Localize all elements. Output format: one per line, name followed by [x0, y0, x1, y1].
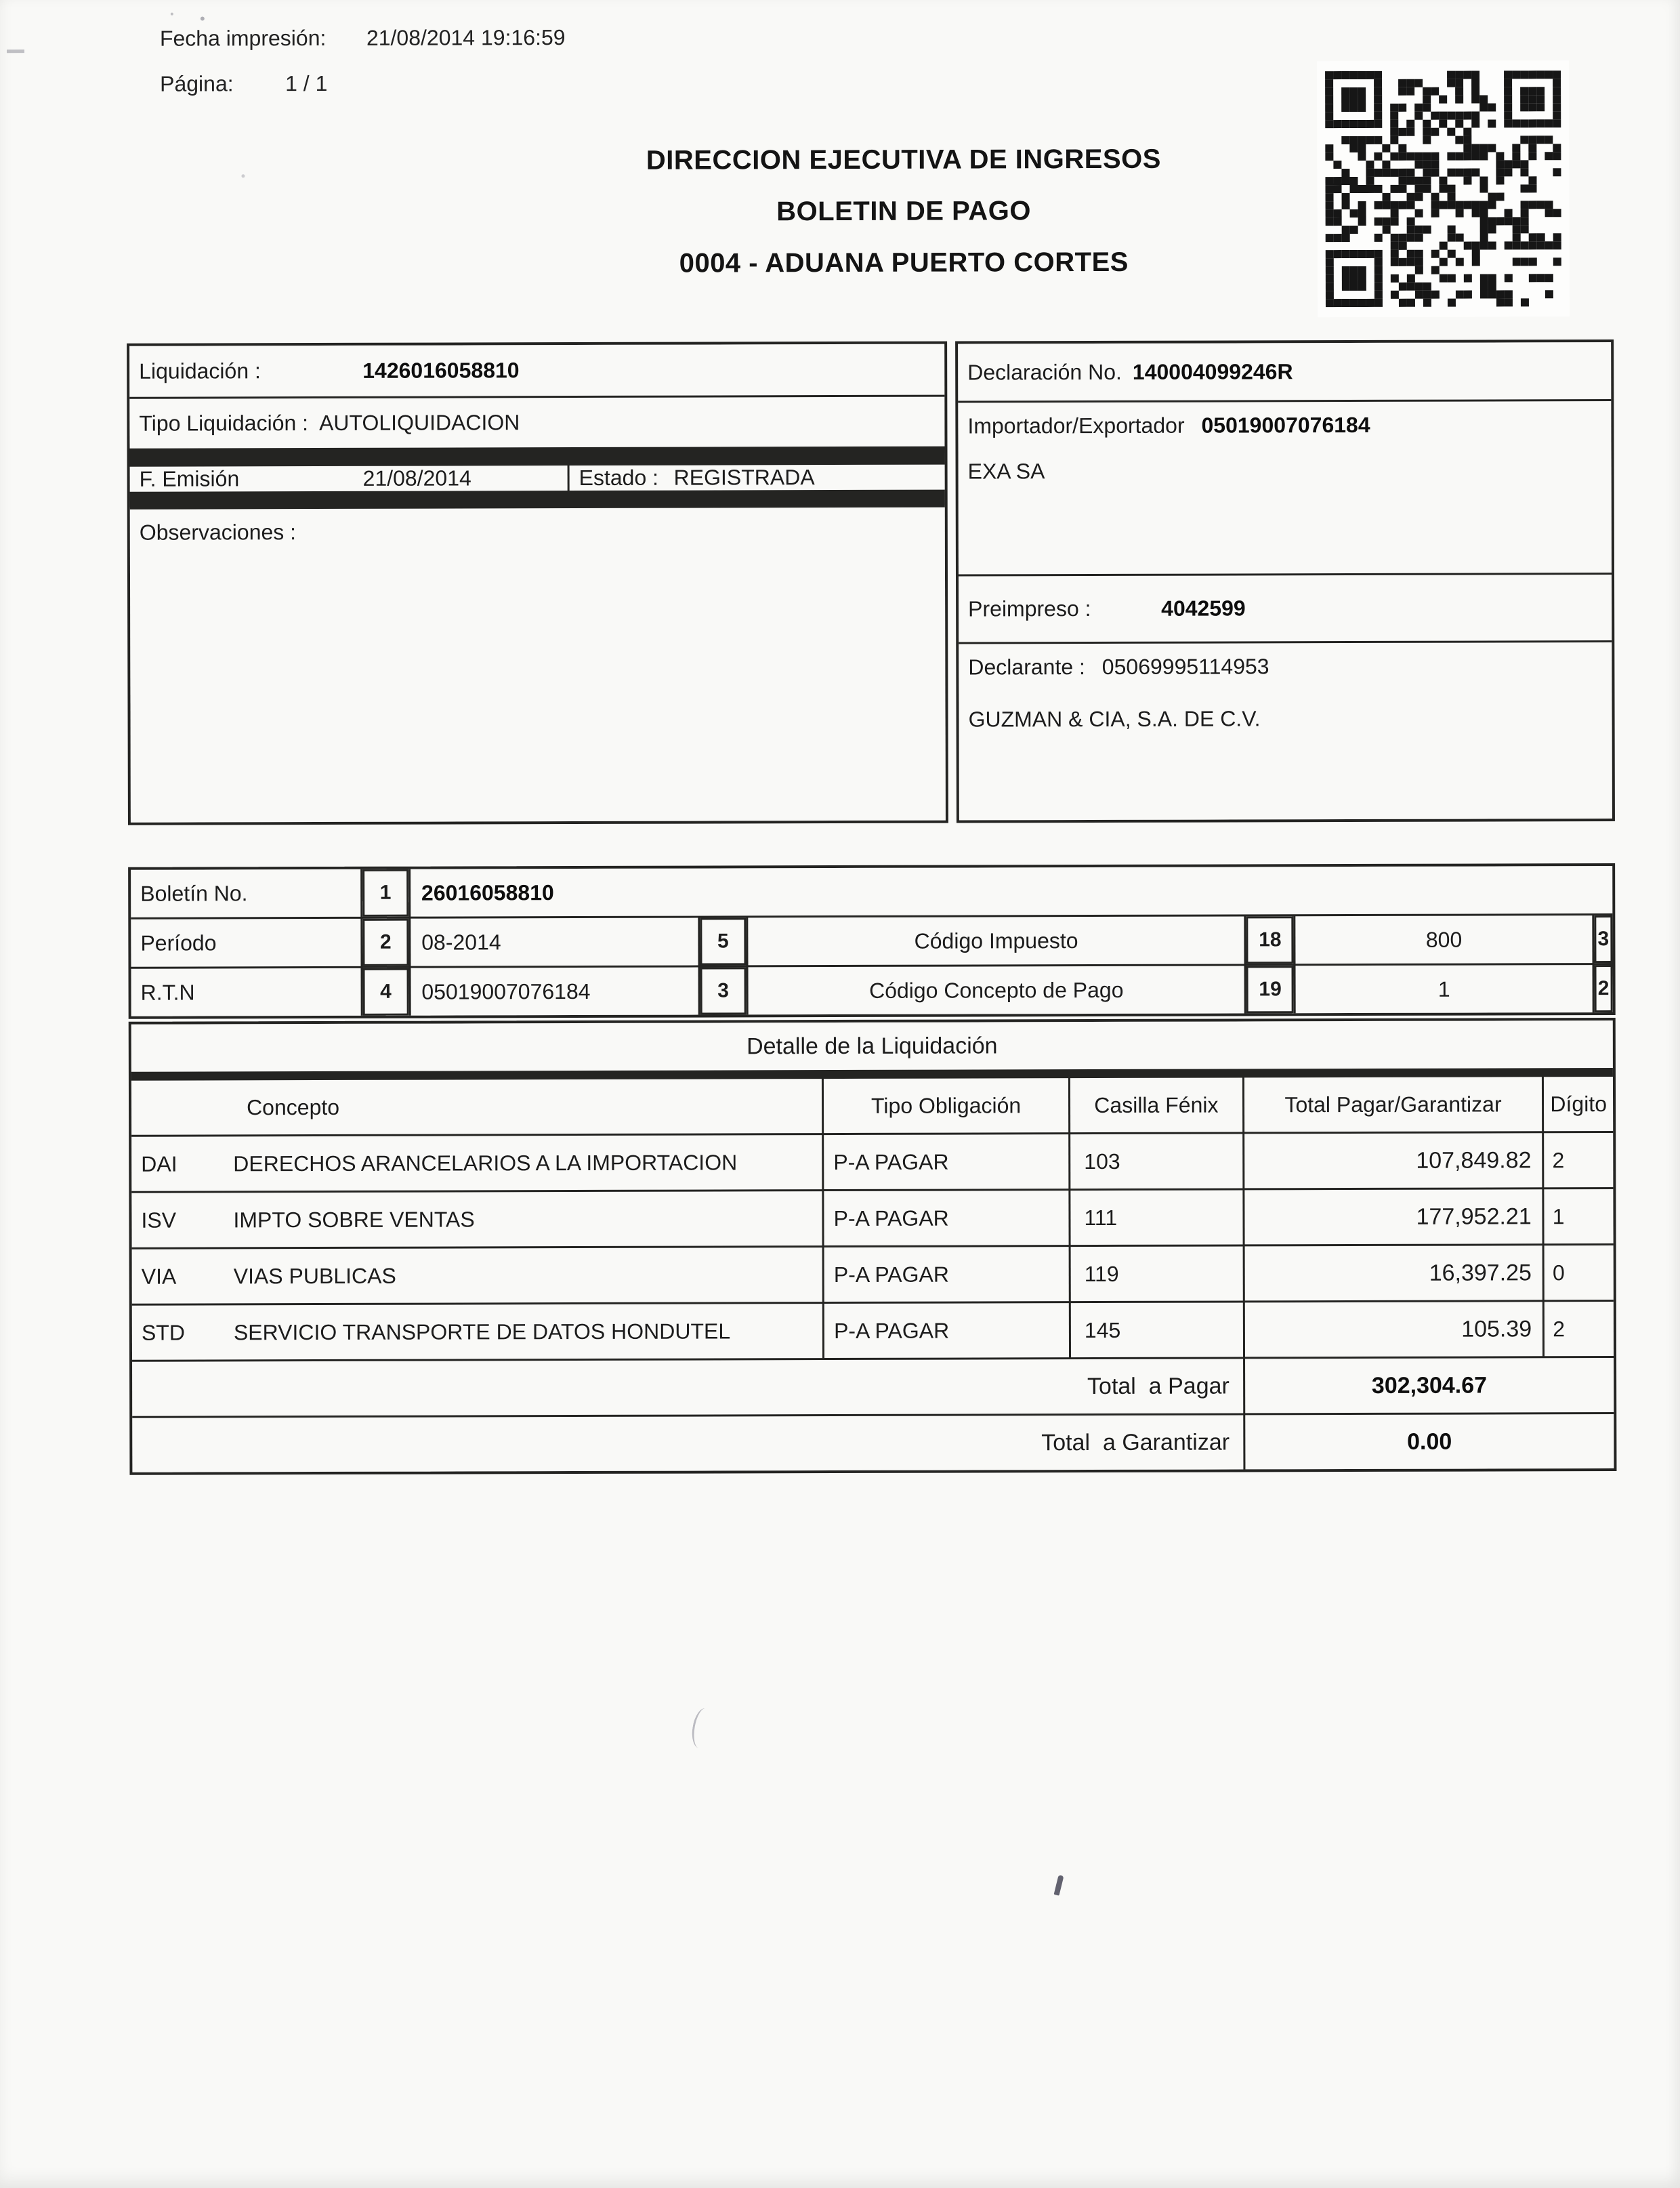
importador-row	[958, 401, 1612, 575]
institution-title: DIRECCION EJECUTIVA DE INGRESOS	[646, 144, 1161, 176]
codigo-impuesto-digit-box: 3	[1594, 915, 1612, 963]
total-garantizar-value: 0.00	[1245, 1414, 1614, 1469]
print-date-value: 21/08/2014 19:16:59	[366, 25, 566, 50]
periodo-label: Período	[131, 919, 360, 967]
scan-artifact	[690, 1706, 716, 1750]
codigo-concepto-box: 19	[1246, 966, 1294, 1013]
emision-label: F. Emisión	[139, 466, 240, 491]
tipo-obligacion-cell: P-A PAGAR	[824, 1303, 1069, 1358]
casilla-fenix-cell: 111	[1070, 1190, 1242, 1245]
concepto-code: ISV	[141, 1207, 177, 1233]
boletin-no-value: 26016058810	[411, 866, 1612, 917]
digito-cell: 1	[1545, 1189, 1614, 1243]
table-row-concepto	[132, 1304, 822, 1360]
estado-value: REGISTRADA	[673, 464, 815, 490]
tipo-obligacion-cell: P-A PAGAR	[824, 1191, 1069, 1245]
codigo-concepto-value: 1	[1296, 965, 1593, 1013]
table-row-concepto	[131, 1191, 822, 1247]
estado-cell	[570, 464, 945, 490]
digito-cell: 0	[1545, 1245, 1614, 1300]
tipo-liquidacion-label: Tipo Liquidación :	[139, 411, 309, 436]
emision-value: 21/08/2014	[362, 465, 471, 491]
scan-artifact	[201, 16, 205, 20]
print-date-row	[160, 25, 566, 51]
importador-label: Importador/Exportador	[967, 413, 1185, 438]
casilla-fenix-cell: 119	[1071, 1246, 1243, 1301]
importador-name: EXA SA	[967, 459, 1045, 484]
casilla-fenix-cell: 103	[1070, 1134, 1242, 1189]
declaracion-value: 140004099246R	[1132, 358, 1293, 384]
observaciones-row	[130, 508, 946, 823]
scan-artifact	[171, 13, 173, 16]
total-pagar-label: Total a Pagar	[132, 1359, 1243, 1416]
page-number-value: 1 / 1	[285, 70, 328, 96]
liquidation-right-panel	[955, 339, 1615, 823]
header-tipo-obligacion: Tipo Obligación	[824, 1078, 1068, 1133]
tipo-obligacion-cell: P-A PAGAR	[824, 1134, 1068, 1189]
header-casilla-fenix: Casilla Fénix	[1070, 1077, 1242, 1132]
concepto-code: STD	[141, 1320, 185, 1345]
liquidation-left-panel	[127, 342, 948, 825]
total-pagar-value: 302,304.67	[1245, 1358, 1614, 1413]
concepto-desc: IMPTO SOBRE VENTAS	[233, 1206, 475, 1232]
boletin-no-label: Boletín No.	[131, 869, 360, 917]
liquidacion-row	[129, 344, 944, 397]
table-row-concepto	[132, 1247, 822, 1304]
concepto-code: DAI	[141, 1151, 177, 1176]
preimpreso-label: Preimpreso :	[968, 596, 1091, 621]
scan-artifact	[7, 49, 24, 53]
total-garantizar-label: Total a Garantizar	[132, 1415, 1243, 1472]
boletin-no-box: 1	[362, 869, 408, 917]
declarante-row	[959, 642, 1612, 821]
rtn-label: R.T.N	[131, 968, 361, 1016]
importador-value: 05019007076184	[1201, 412, 1370, 438]
liquidation-info-block	[127, 339, 1615, 825]
boletin-table	[128, 863, 1616, 1019]
declarante-name: GUZMAN & CIA, S.A. DE C.V.	[968, 706, 1261, 732]
detalle-table	[129, 1018, 1617, 1475]
table-row-concepto	[131, 1135, 822, 1191]
declaracion-label: Declaración No.	[967, 359, 1122, 385]
total-cell: 16,397.25	[1244, 1245, 1542, 1300]
concepto-desc: VIAS PUBLICAS	[233, 1263, 396, 1288]
tipo-liquidacion-row	[129, 397, 944, 449]
page-number-row	[160, 70, 566, 97]
liquidacion-label: Liquidación :	[139, 358, 261, 384]
casilla-fenix-cell: 145	[1071, 1302, 1243, 1357]
customs-office-title: 0004 - ADUANA PUERTO CORTES	[679, 247, 1129, 278]
concepto-desc: SERVICIO TRANSPORTE DE DATOS HONDUTEL	[233, 1318, 731, 1344]
codigo-concepto-label: Código Concepto de Pago	[748, 966, 1244, 1014]
periodo-value: 08-2014	[411, 918, 698, 966]
digito-cell: 2	[1544, 1133, 1613, 1187]
header-concepto: Concepto	[131, 1079, 822, 1135]
preimpreso-value: 4042599	[1161, 596, 1246, 621]
emision-estado-row	[130, 449, 945, 508]
rtn-box: 4	[362, 968, 408, 1016]
header-total-pagar-garantizar: Total Pagar/Garantizar	[1244, 1077, 1542, 1132]
total-cell: 107,849.82	[1244, 1133, 1542, 1188]
concepto-code: VIA	[141, 1264, 177, 1289]
codigo-impuesto-box: 18	[1246, 916, 1294, 964]
periodo-box: 2	[362, 919, 408, 966]
total-cell: 105.39	[1244, 1302, 1542, 1357]
estado-label: Estado :	[579, 465, 659, 490]
rtn-value: 05019007076184	[411, 968, 698, 1016]
declarante-label: Declarante :	[968, 655, 1085, 680]
scan-artifact	[1054, 1875, 1064, 1896]
page-number-label: Página:	[160, 71, 234, 96]
declaracion-row	[958, 342, 1611, 401]
document-type-title: BOLETIN DE PAGO	[776, 196, 1031, 227]
header-digito: Dígito	[1544, 1077, 1613, 1131]
codigo-impuesto-value: 800	[1296, 915, 1593, 964]
preimpreso-row	[959, 575, 1612, 642]
observaciones-label: Observaciones :	[139, 520, 297, 545]
print-date-label: Fecha impresión:	[159, 25, 327, 51]
detalle-title: Detalle de la Liquidación	[131, 1020, 1613, 1072]
emision-cell	[130, 466, 568, 492]
print-metadata	[160, 25, 566, 97]
rtn-box2: 3	[700, 967, 747, 1014]
liquidacion-value: 1426016058810	[362, 358, 520, 383]
periodo-box2: 5	[700, 917, 746, 965]
codigo-impuesto-label: Código Impuesto	[748, 916, 1244, 965]
total-cell: 177,952.21	[1244, 1189, 1542, 1244]
tipo-obligacion-cell: P-A PAGAR	[824, 1247, 1069, 1302]
declarante-value: 05069995114953	[1101, 654, 1269, 679]
tipo-liquidacion-value: AUTOLIQUIDACION	[318, 410, 520, 436]
concepto-desc: DERECHOS ARANCELARIOS A LA IMPORTACION	[233, 1149, 738, 1176]
codigo-concepto-digit-box: 2	[1594, 965, 1612, 1012]
qr-code	[1317, 60, 1570, 317]
digito-cell: 2	[1545, 1302, 1614, 1356]
